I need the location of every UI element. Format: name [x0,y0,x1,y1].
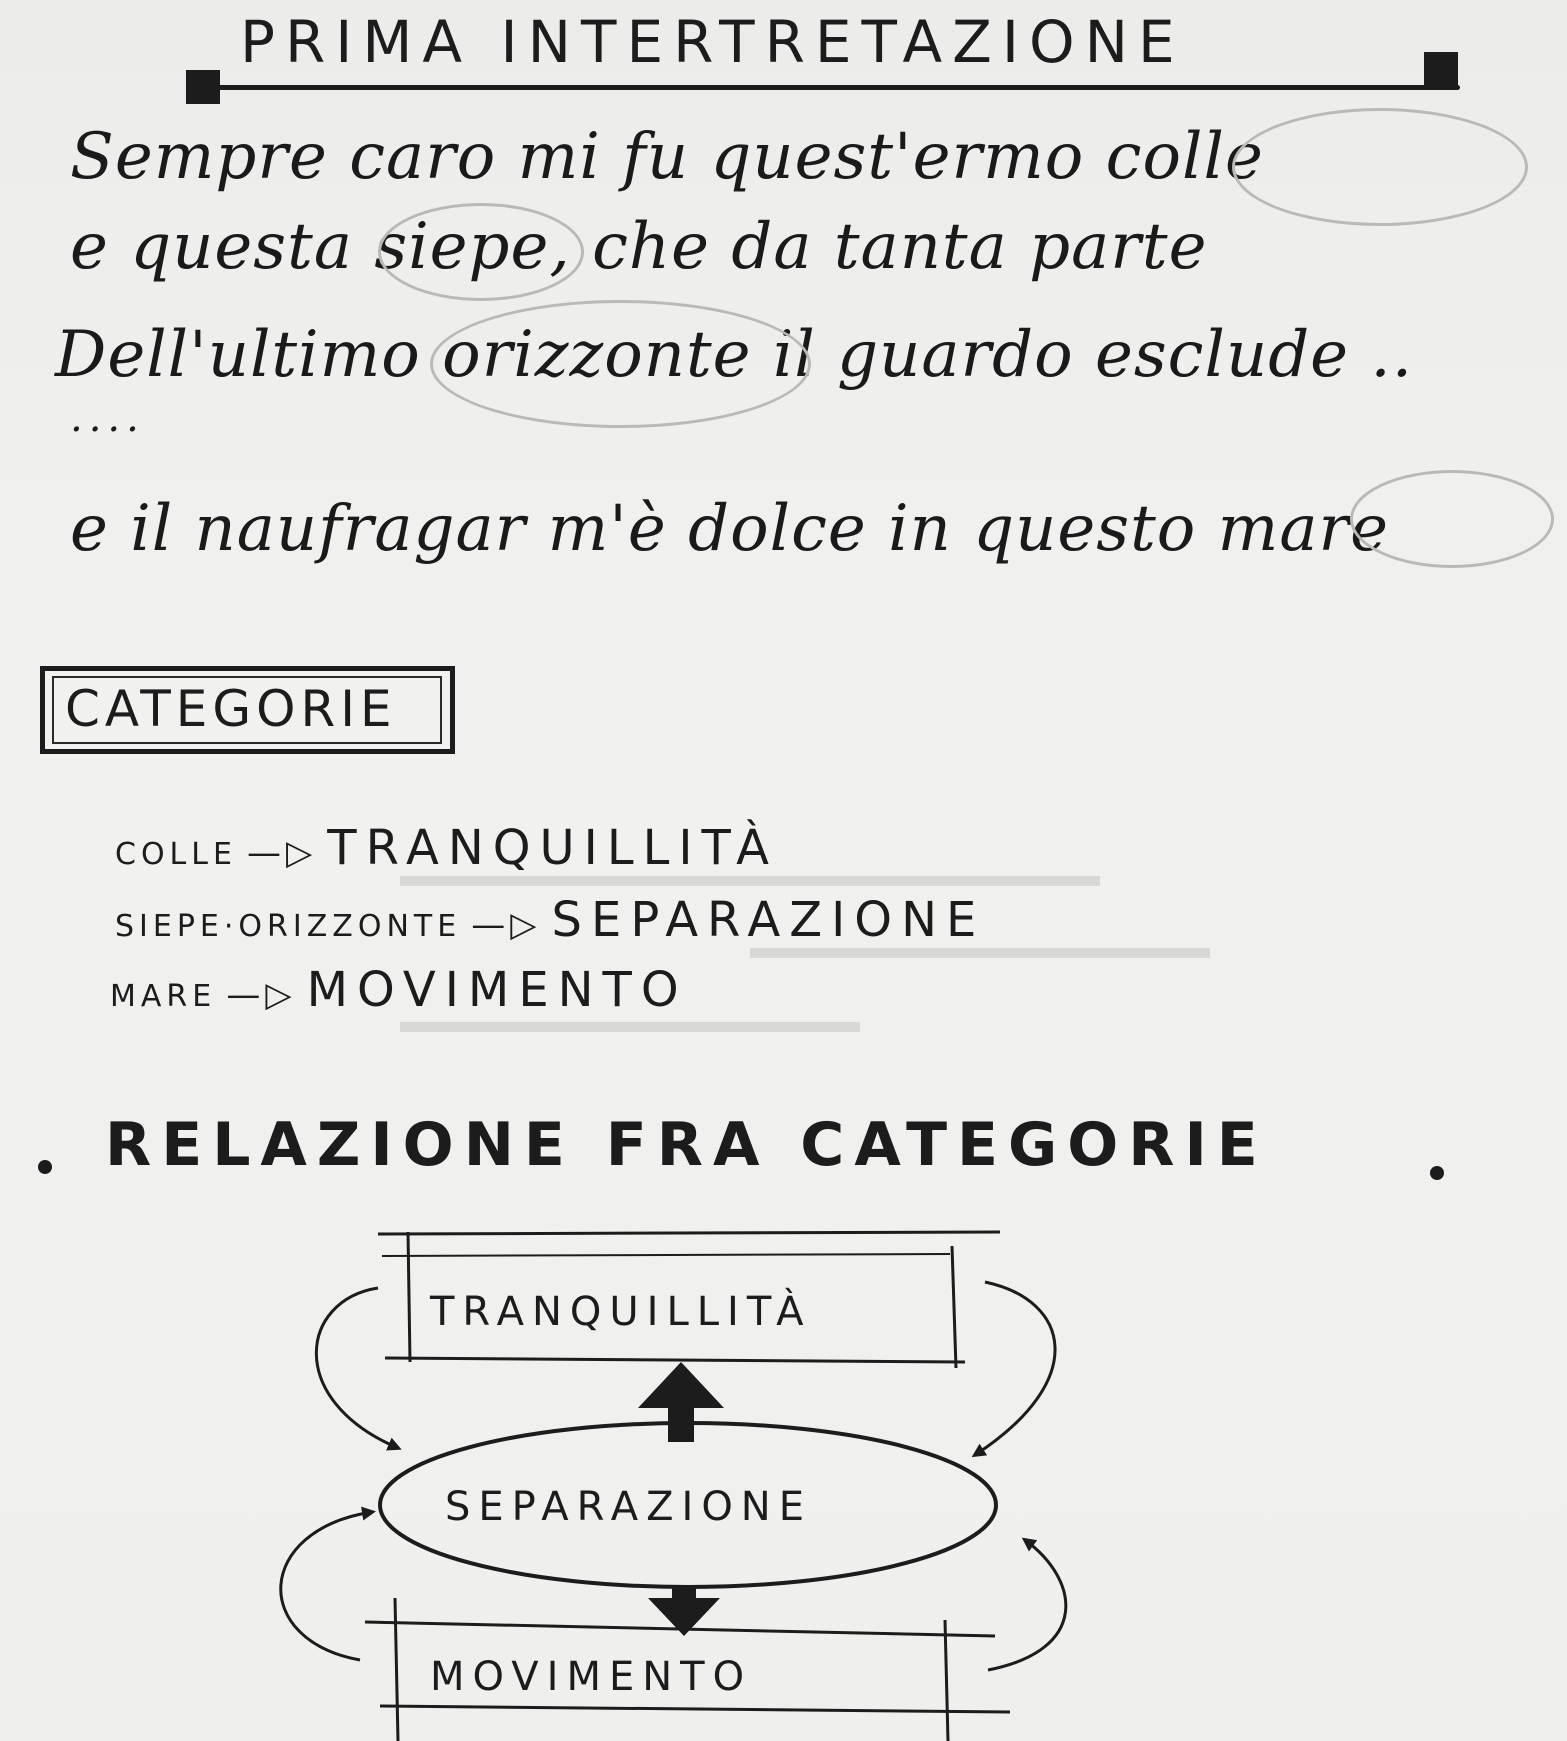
mapping-row-2 [115,892,985,948]
node-top-line-inner [382,1254,950,1256]
arrow-curve-bottom-left [281,1512,372,1660]
node-top-line-right [952,1246,956,1368]
node-tranquillita-label: TRANQUILLITÀ [430,1289,812,1335]
node-separazione-label: SEPARAZIONE [445,1484,813,1530]
arrow-curve-top-left [316,1288,398,1448]
arrow-curve-bottom-right [988,1540,1066,1670]
mapping-arrow-1: —▷ [247,833,318,873]
categories-heading: CATEGORIE [65,680,397,738]
node-bottom-line-right [945,1620,948,1741]
mapping-source-2: SIEPE·ORIZZONTE [115,909,462,944]
pencil-underline-3 [400,1022,860,1032]
bullet-right [1430,1166,1444,1180]
node-movimento-label: MOVIMENTO [430,1654,753,1700]
node-top-line-left [408,1232,410,1362]
node-bottom-line-left [395,1598,398,1741]
mapping-arrow-3: —▷ [226,975,297,1015]
mapping-category-3: MOVIMENTO [306,962,688,1018]
relations-heading: RELAZIONE FRA CATEGORIE [105,1110,1268,1180]
underline-cap-right [1424,52,1458,86]
mapping-arrow-2: —▷ [471,905,542,945]
poem-line-4: e il naufragar m'è dolce in questo mare [70,492,1389,566]
node-bottom-line-bottom [380,1706,1010,1712]
mapping-source-1: COLLE [115,837,237,872]
node-separazione [380,1423,996,1587]
pencil-underline-1 [400,876,1100,886]
highlight-circle-orizzonte [430,300,811,428]
mapping-row-3 [110,962,688,1018]
mapping-row-1 [115,820,778,876]
node-top-line-top [378,1232,1000,1234]
poem-line-1: Sempre caro mi fu quest'ermo colle [70,120,1264,194]
category-relation-diagram [0,1200,1567,1741]
poem-line-2: e questa siepe, che da tanta parte [70,210,1208,284]
arrow-up-head [638,1362,724,1408]
highlight-circle-siepe [378,203,584,301]
poem-line-3: Dell'ultimo orizzonte il guardo esclude .. [55,318,1414,392]
mapping-category-1: TRANQUILLITÀ [327,820,778,876]
highlight-circle-mare [1350,470,1554,568]
arrow-curve-top-right [975,1282,1055,1455]
arrow-separazione-to-tranquillita [638,1362,724,1442]
underline-cap-left [186,70,220,104]
pencil-underline-2 [750,948,1210,958]
node-tranquillita [378,1232,1000,1368]
page-title: PRIMA INTERTRETAZIONE [240,8,1185,76]
node-top-line-bottom [385,1358,965,1362]
mapping-source-3: MARE [110,979,217,1014]
highlight-circle-colle [1232,108,1528,226]
mapping-category-2: SEPARAZIONE [551,892,986,948]
poem-line-ellipsis: .... [70,395,145,441]
title-underline [190,85,1460,90]
bullet-left [38,1160,52,1174]
